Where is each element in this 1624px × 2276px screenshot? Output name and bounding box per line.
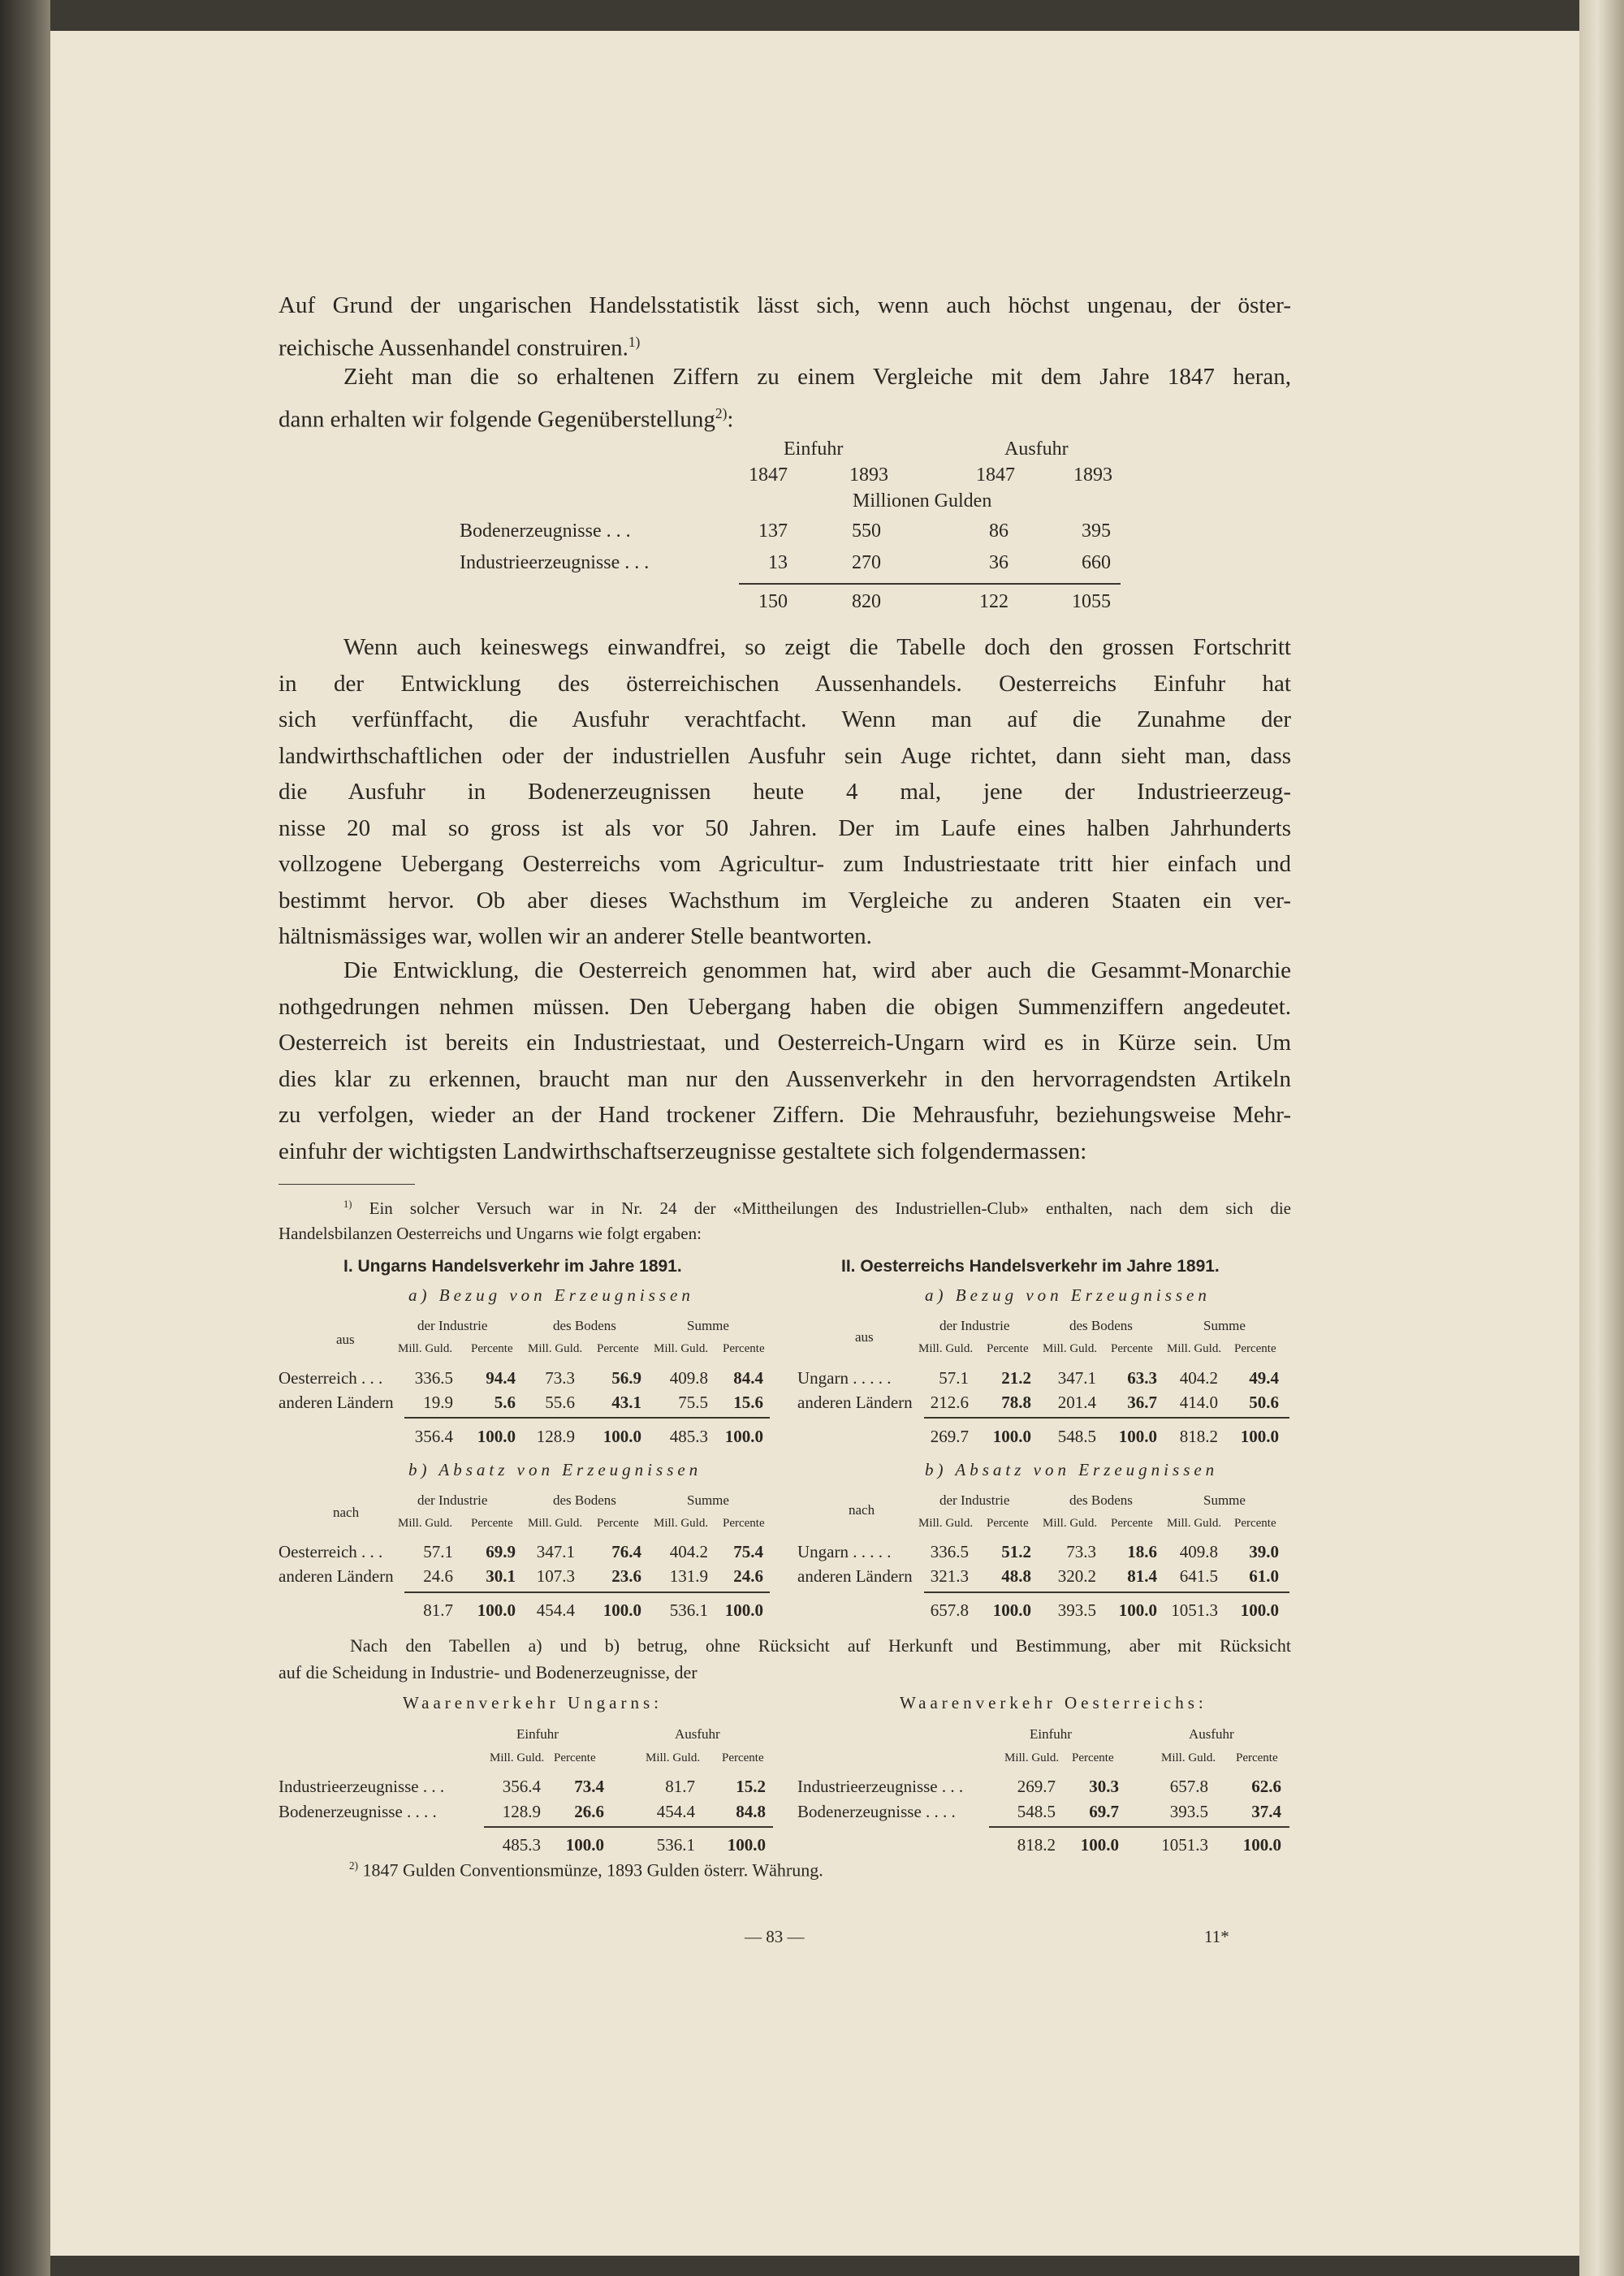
total-cell: 150 <box>758 591 788 612</box>
total-cell: 1051.3 <box>1171 1600 1218 1620</box>
footnote-marker: 2) <box>349 1859 358 1872</box>
row-label: Bodenerzeugnisse . . . . <box>279 1802 437 1821</box>
col-header: Percente <box>987 1342 1029 1355</box>
total-cell: 536.1 <box>656 1835 695 1855</box>
cell: 75.5 <box>678 1393 708 1412</box>
cell: 657.8 <box>1169 1777 1208 1796</box>
cell: 269.7 <box>1017 1777 1056 1796</box>
col-header: Percente <box>722 1751 764 1764</box>
cell: 73.4 <box>574 1777 604 1796</box>
cell: 51.2 <box>1001 1542 1031 1561</box>
col-header: Percente <box>597 1342 639 1355</box>
text-line: hältnismässiges war, wollen wir an anderer Stelle beantworten. <box>279 923 872 949</box>
cell: 86 <box>989 520 1009 542</box>
row-label: anderen Ländern <box>797 1566 913 1586</box>
col-header: Mill. Guld. <box>1004 1751 1060 1764</box>
col-header: Mill. Guld. <box>398 1342 453 1355</box>
cell: 404.2 <box>669 1542 708 1561</box>
footnote-2 <box>349 1859 823 1881</box>
text-line: Nach den Tabellen a) und b) betrug, ohne Rücksicht auf Herkunft und Bestimmung, aber mit Rücksicht <box>350 1635 1291 1656</box>
cell: 36 <box>989 552 1009 573</box>
group-header: Summe <box>687 1318 729 1333</box>
total-cell: 485.3 <box>502 1835 541 1855</box>
col-header: Mill. Guld. <box>1167 1517 1222 1530</box>
cell: 24.6 <box>733 1566 763 1586</box>
footnote-ref: 2) <box>715 404 728 421</box>
paragraph-4 <box>279 952 1291 1169</box>
row-label: Ungarn . . . . . <box>797 1542 892 1561</box>
footnote-continuation <box>279 1632 1291 1686</box>
total-cell: 356.4 <box>414 1427 453 1446</box>
cell: 94.4 <box>486 1368 516 1388</box>
cell: 454.4 <box>656 1802 695 1821</box>
total-cell: 100.0 <box>1242 1835 1281 1855</box>
total-cell: 100.0 <box>603 1600 641 1620</box>
cell: 409.8 <box>1179 1542 1218 1561</box>
text-line: nothgedrungen nehmen müssen. Den Uebergang haben die obigen Summenziffern angedeutet. <box>279 993 1291 1020</box>
total-cell: 100.0 <box>1240 1600 1279 1620</box>
cell: 128.9 <box>502 1802 541 1821</box>
col-header: Mill. Guld. <box>528 1342 583 1355</box>
year-header: 1847 <box>749 464 788 486</box>
total-cell: 536.1 <box>669 1600 708 1620</box>
footnote-1 <box>279 1192 1291 1246</box>
text-line: vollzogene Uebergang Oesterreichs vom Agricultur- zum Industriestaate tritt hier einfach und <box>279 851 1291 877</box>
cell: 201.4 <box>1057 1393 1096 1412</box>
total-cell: 818.2 <box>1017 1835 1056 1855</box>
side-label: aus <box>855 1329 874 1345</box>
cell: 270 <box>852 552 881 573</box>
cell: 24.6 <box>423 1566 453 1586</box>
group-header: Ausfuhr <box>675 1726 720 1742</box>
text-line: dies klar zu erkennen, braucht man nur den Aussenverkehr in den hervorragendsten Artikeln <box>279 1065 1291 1092</box>
group-header: Einfuhr <box>1030 1726 1072 1742</box>
cell: 84.8 <box>736 1802 766 1821</box>
text-line: sich verfünffacht, die Ausfuhr verachtfacht. Wenn man auf die Zunahme der <box>279 706 1291 732</box>
cell: 48.8 <box>1001 1566 1031 1586</box>
cell: 131.9 <box>669 1566 708 1586</box>
row-label: Bodenerzeugnisse . . . . <box>797 1802 956 1821</box>
row-label: Oesterreich . . . <box>279 1368 383 1388</box>
total-cell: 81.7 <box>423 1600 453 1620</box>
cell: 57.1 <box>423 1542 453 1561</box>
text-line <box>279 395 1291 438</box>
row-label: Oesterreich . . . <box>279 1542 383 1561</box>
cell: 84.4 <box>733 1368 763 1388</box>
subtable-title: b) Absatz von Erzeugnissen <box>408 1460 702 1479</box>
signature-mark: 11* <box>1204 1927 1229 1946</box>
col-header: Mill. Guld. <box>918 1517 974 1530</box>
sum-rule <box>924 1417 1289 1419</box>
cell: 78.8 <box>1001 1393 1031 1412</box>
total-cell: 100.0 <box>1118 1427 1157 1446</box>
col-header: Percente <box>723 1517 765 1530</box>
table-title: II. Oesterreichs Handelsverkehr im Jahre 1891. <box>841 1257 1220 1276</box>
total-cell: 100.0 <box>477 1600 516 1620</box>
cell: 107.3 <box>536 1566 575 1586</box>
cell: 13 <box>768 552 788 573</box>
cell: 347.1 <box>536 1542 575 1561</box>
col-header: Percente <box>554 1751 596 1764</box>
subtable-title: b) Absatz von Erzeugnissen <box>925 1460 1219 1479</box>
cell: 409.8 <box>669 1368 708 1388</box>
col-header: Mill. Guld. <box>918 1342 974 1355</box>
total-cell: 454.4 <box>536 1600 575 1620</box>
text-line: bestimmt hervor. Ob aber dieses Wachsthum im Vergleiche zu anderen Staaten ein ver- <box>279 887 1291 913</box>
cell: 61.0 <box>1249 1566 1279 1586</box>
total-cell: 100.0 <box>992 1600 1031 1620</box>
sum-rule <box>404 1591 770 1593</box>
text-line: Handelsbilanzen Oesterreichs und Ungarns wie folgt ergaben: <box>279 1224 702 1243</box>
cell: 62.6 <box>1251 1777 1281 1796</box>
cell: 81.4 <box>1127 1566 1157 1586</box>
text-line: die Ausfuhr in Bodenerzeugnissen heute 4 mal, jene der Industrieerzeug- <box>279 779 1291 805</box>
cell: 55.6 <box>545 1393 575 1412</box>
unit-label: Millionen Gulden <box>853 490 992 512</box>
cell: 69.7 <box>1089 1802 1119 1821</box>
cell: 50.6 <box>1249 1393 1279 1412</box>
cell: 30.3 <box>1089 1777 1119 1796</box>
cell: 73.3 <box>545 1368 575 1388</box>
col-header: Percente <box>1072 1751 1114 1764</box>
col-header: Mill. Guld. <box>528 1517 583 1530</box>
text-line: landwirthschaftlichen oder der industriellen Ausfuhr sein Auge richtet, dann sieht man, dass <box>279 742 1291 769</box>
group-header: der Industrie <box>417 1318 488 1333</box>
paragraph-2 <box>279 359 1291 438</box>
side-label: nach <box>849 1502 875 1518</box>
group-header: des Bodens <box>1069 1492 1133 1508</box>
cell: 336.5 <box>414 1368 453 1388</box>
header-ausfuhr: Ausfuhr <box>1004 438 1069 460</box>
cell: 347.1 <box>1057 1368 1096 1388</box>
group-header: Ausfuhr <box>1189 1726 1234 1742</box>
group-header: Summe <box>687 1492 729 1508</box>
group-header: des Bodens <box>553 1492 616 1508</box>
col-header: Percente <box>1234 1342 1276 1355</box>
text-span: : <box>727 406 734 433</box>
cell: 5.6 <box>494 1393 516 1412</box>
cell: 356.4 <box>502 1777 541 1796</box>
side-label: nach <box>333 1505 360 1520</box>
total-cell: 100.0 <box>1240 1427 1279 1446</box>
cell: 57.1 <box>939 1368 969 1388</box>
sum-rule <box>924 1591 1289 1593</box>
total-cell: 100.0 <box>1080 1835 1119 1855</box>
total-cell: 100.0 <box>992 1427 1031 1446</box>
text-line: nisse 20 mal so gross ist als vor 50 Jahren. Der im Laufe eines halben Jahrhunderts <box>279 814 1291 841</box>
side-label: aus <box>336 1332 355 1347</box>
cell: 660 <box>1082 552 1111 573</box>
col-header: Percente <box>471 1517 513 1530</box>
col-header: Mill. Guld. <box>1043 1342 1098 1355</box>
total-cell: 100.0 <box>565 1835 604 1855</box>
sum-rule <box>739 583 1121 585</box>
year-header: 1847 <box>976 464 1015 486</box>
year-header: 1893 <box>1073 464 1112 486</box>
cell: 18.6 <box>1127 1542 1157 1561</box>
cell: 137 <box>758 520 788 542</box>
row-label: Industrieerzeugnisse . . . <box>279 1777 445 1796</box>
cell: 320.2 <box>1057 1566 1096 1586</box>
cell: 75.4 <box>733 1542 763 1561</box>
col-header: Mill. Guld. <box>646 1751 701 1764</box>
footnote-marker: 1) <box>343 1198 352 1210</box>
total-cell: 657.8 <box>930 1600 969 1620</box>
cell: 321.3 <box>930 1566 969 1586</box>
col-header: Mill. Guld. <box>398 1517 453 1530</box>
table-title: Waarenverkehr Ungarns: <box>403 1693 663 1712</box>
col-header: Percente <box>471 1342 513 1355</box>
text-line: zu verfolgen, wieder an der Hand trockener Ziffern. Die Mehrausfuhr, beziehungsweise Mehr- <box>279 1102 1291 1128</box>
col-header: Mill. Guld. <box>654 1342 709 1355</box>
text-line: in der Entwicklung des österreichischen Aussenhandels. Oesterreichs Einfuhr hat <box>279 670 1291 697</box>
cell: 15.2 <box>736 1777 766 1796</box>
sum-rule <box>989 1826 1289 1828</box>
total-cell: 100.0 <box>724 1600 763 1620</box>
cell: 36.7 <box>1127 1393 1157 1412</box>
paragraph-1 <box>279 287 1291 366</box>
text-line: Wenn auch keineswegs einwandfrei, so zeigt die Tabelle doch den grossen Fortschritt <box>343 634 1291 660</box>
text-span: 1847 Gulden Conventionsmünze, 1893 Gulden österr. Währung. <box>362 1859 823 1881</box>
cell: 19.9 <box>423 1393 453 1412</box>
total-cell: 122 <box>979 591 1009 612</box>
cell: 336.5 <box>930 1542 969 1561</box>
total-cell: 485.3 <box>669 1427 708 1446</box>
cell: 21.2 <box>1001 1368 1031 1388</box>
col-header: Mill. Guld. <box>490 1751 545 1764</box>
cell: 548.5 <box>1017 1802 1056 1821</box>
total-cell: 100.0 <box>724 1427 763 1446</box>
text-line: Die Entwicklung, die Oesterreich genommen hat, wird aber auch die Gesammt-Monarchie <box>343 957 1291 983</box>
total-cell: 100.0 <box>603 1427 641 1446</box>
total-cell: 269.7 <box>930 1427 969 1446</box>
cell: 414.0 <box>1179 1393 1218 1412</box>
text-line: Auf Grund der ungarischen Handelsstatistik lässt sich, wenn auch höchst ungenau, der öster- <box>279 292 1291 318</box>
text-line: Oesterreich ist bereits ein Industriestaat, und Oesterreich-Ungarn wird es in Kürze sein. Um <box>279 1030 1291 1056</box>
col-header: Mill. Guld. <box>654 1517 709 1530</box>
col-header: Mill. Guld. <box>1167 1342 1222 1355</box>
total-cell: 1055 <box>1072 591 1111 612</box>
text-span: dann erhalten wir folgende Gegenüberstellung <box>279 406 715 433</box>
total-cell: 818.2 <box>1179 1427 1218 1446</box>
cell: 76.4 <box>611 1542 641 1561</box>
page-stack-edge <box>1579 0 1624 2276</box>
subtable-title: a) Bezug von Erzeugnissen <box>408 1285 694 1305</box>
total-cell: 100.0 <box>1118 1600 1157 1620</box>
col-header: Percente <box>1236 1751 1278 1764</box>
year-header: 1893 <box>849 464 888 486</box>
row-label: Ungarn . . . . . <box>797 1368 892 1388</box>
footnote-separator <box>279 1184 415 1185</box>
subtable-title: a) Bezug von Erzeugnissen <box>925 1285 1211 1305</box>
total-cell: 1051.3 <box>1161 1835 1208 1855</box>
cell: 30.1 <box>486 1566 516 1586</box>
text-line <box>279 1192 1291 1221</box>
sum-rule <box>404 1417 770 1419</box>
cell: 63.3 <box>1127 1368 1157 1388</box>
group-header: der Industrie <box>417 1492 488 1508</box>
group-header: der Industrie <box>939 1318 1010 1333</box>
row-label: anderen Ländern <box>279 1566 394 1586</box>
total-cell: 128.9 <box>536 1427 575 1446</box>
text-span: reichische Aussenhandel construiren. <box>279 335 628 361</box>
header-einfuhr: Einfuhr <box>784 438 844 460</box>
page-number: — 83 — <box>745 1927 805 1946</box>
group-header: Einfuhr <box>516 1726 559 1742</box>
group-header: des Bodens <box>553 1318 616 1333</box>
col-header: Percente <box>723 1342 765 1355</box>
cell: 404.2 <box>1179 1368 1218 1388</box>
text-line: Zieht man die so erhaltenen Ziffern zu einem Vergleiche mit dem Jahre 1847 heran, <box>343 364 1291 390</box>
row-label: Industrieerzeugnisse . . . <box>460 552 650 573</box>
total-cell: 100.0 <box>727 1835 766 1855</box>
col-header: Percente <box>597 1517 639 1530</box>
text-line: auf die Scheidung in Industrie- und Bodenerzeugnisse, der <box>279 1662 698 1682</box>
col-header: Mill. Guld. <box>1043 1517 1098 1530</box>
text-span: Ein solcher Versuch war in Nr. 24 der «Mittheilungen des Industriellen-Club» enthalten, nach dem sich die <box>369 1198 1291 1218</box>
group-header: Summe <box>1203 1318 1246 1333</box>
total-cell: 100.0 <box>477 1427 516 1446</box>
col-header: Percente <box>1111 1342 1153 1355</box>
cell: 550 <box>852 520 881 542</box>
book-binding-edge <box>0 0 50 2276</box>
table-title: I. Ungarns Handelsverkehr im Jahre 1891. <box>343 1257 682 1276</box>
col-header: Mill. Guld. <box>1161 1751 1216 1764</box>
cell: 393.5 <box>1169 1802 1208 1821</box>
cell: 26.6 <box>574 1802 604 1821</box>
footnote-ref: 1) <box>628 333 641 350</box>
col-header: Percente <box>987 1517 1029 1530</box>
group-header: der Industrie <box>939 1492 1010 1508</box>
total-cell: 393.5 <box>1057 1600 1096 1620</box>
cell: 49.4 <box>1249 1368 1279 1388</box>
table-title: Waarenverkehr Oesterreichs: <box>900 1693 1207 1712</box>
paragraph-3 <box>279 629 1291 955</box>
cell: 69.9 <box>486 1542 516 1561</box>
col-header: Percente <box>1234 1517 1276 1530</box>
cell: 56.9 <box>611 1368 641 1388</box>
cell: 81.7 <box>665 1777 695 1796</box>
group-header: des Bodens <box>1069 1318 1133 1333</box>
group-header: Summe <box>1203 1492 1246 1508</box>
row-label: Bodenerzeugnisse . . . <box>460 520 631 542</box>
cell: 212.6 <box>930 1393 969 1412</box>
cell: 43.1 <box>611 1393 641 1412</box>
row-label: Industrieerzeugnisse . . . <box>797 1777 964 1796</box>
cell: 39.0 <box>1249 1542 1279 1561</box>
cell: 395 <box>1082 520 1111 542</box>
cell: 37.4 <box>1251 1802 1281 1821</box>
cell: 73.3 <box>1066 1542 1096 1561</box>
text-line: einfuhr der wichtigsten Landwirthschaftserzeugnisse gestaltete sich folgendermassen: <box>279 1138 1087 1164</box>
cell: 23.6 <box>611 1566 641 1586</box>
total-cell: 820 <box>852 591 881 612</box>
row-label: anderen Ländern <box>279 1393 394 1412</box>
sum-rule <box>484 1826 773 1828</box>
cell: 15.6 <box>733 1393 763 1412</box>
cell: 641.5 <box>1179 1566 1218 1586</box>
total-cell: 548.5 <box>1057 1427 1096 1446</box>
col-header: Percente <box>1111 1517 1153 1530</box>
row-label: anderen Ländern <box>797 1393 913 1412</box>
